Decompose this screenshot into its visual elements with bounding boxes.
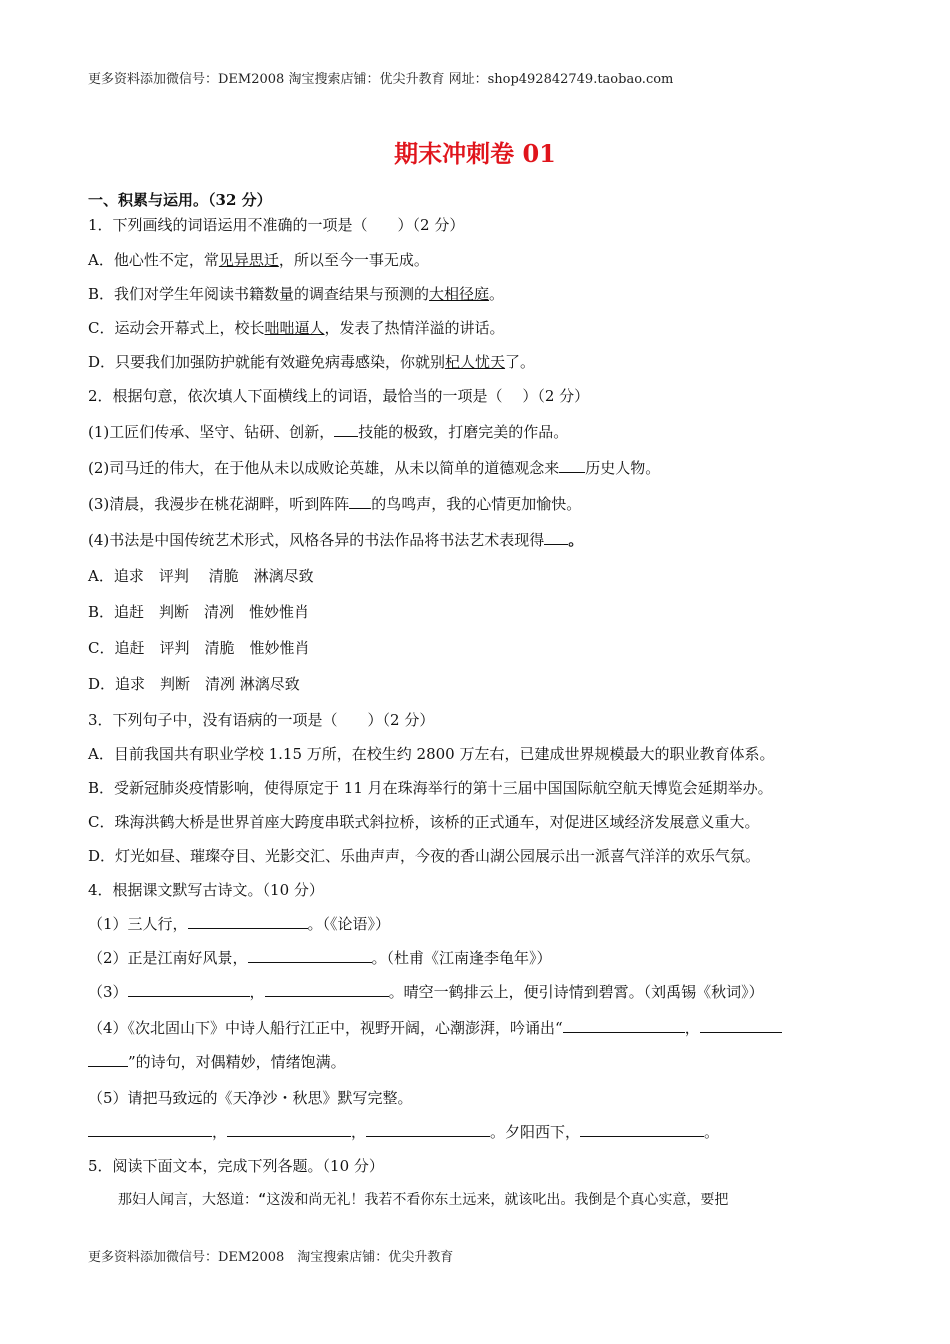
q2-sentence-3: (3)清晨，我漫步在桃花湖畔，听到阵阵 的鸟鸣声，我的心情更加愉快。 [88,495,582,513]
section-heading: 一、积累与运用。（32 分） [88,191,272,209]
q3-stem: 3．下列句子中，没有语病的一项是（ ）（2 分） [88,711,435,729]
q3-option-d: D．灯光如昼、璀璨夺目、光影交汇、乐曲声声，今夜的香山湖公园展示出一派喜气洋洋的欢乐气氛。 [88,847,761,865]
q4-item-2: （2）正是江南好风景， 。（杜甫《江南逢李龟年》） [88,949,552,967]
q2-option-a: A．追求 评判 清脆 淋漓尽致 [88,567,314,585]
q1-stem: 1．下列画线的词语运用不准确的一项是（ ）（2 分） [88,216,465,234]
q2-option-c: C．追赶 评判 清脆 惟妙惟肖 [88,639,310,657]
q1-option-a: A．他心性不定，常见异思迁，所以至今一事无成。 [88,251,429,269]
q3-option-c: C．珠海洪鹤大桥是世界首座大跨度串联式斜拉桥，该桥的正式通车，对促进区域经济发展意义重大。 [88,813,760,831]
q4-item-4-cont: ”的诗句，对偶精妙，情绪饱满。 [88,1052,346,1072]
q3-option-b: B．受新冠肺炎疫情影响，使得原定于 11 月在珠海举行的第十三届中国国际航空航天博览会延期举办。 [88,779,773,797]
q2-sentence-4: (4)书法是中国传统艺术形式，风格各异的书法作品将书法艺术表现得 。 [88,531,584,549]
q4-item-4: （4）《次北固山下》中诗人船行江正中，视野开阔，心潮澎湃，吟诵出“ ， [88,1018,782,1038]
page-title: 期末冲刺卷 01 [394,139,556,168]
q2-option-b: B．追赶 判断 清冽 惟妙惟肖 [88,603,310,621]
q3-option-a: A．目前我国共有职业学校 1.15 万所，在校生约 2800 万左右，已建成世界规模最大的职业教育体系。 [88,745,775,763]
q4-stem: 4．根据课文默写古诗文。（10 分） [88,881,324,899]
q1-option-b: B．我们对学生年阅读书籍数量的调查结果与预测的大相径庭。 [88,285,505,303]
q1-option-c: C．运动会开幕式上，校长咄咄逼人，发表了热情洋溢的讲话。 [88,319,505,337]
q1-option-d: D．只要我们加强防护就能有效避免病毒感染，你就别杞人忧天了。 [88,353,536,371]
q4-item-5: （5）请把马致远的《天净沙・秋思》默写完整。 [88,1089,413,1107]
q2-sentence-1: (1)工匠们传承、坚守、钻研、创新， 技能的极致，打磨完美的作品。 [88,423,569,441]
q4-item-3: （3） ， 。晴空一鹤排云上，便引诗情到碧霄。（刘禹锡《秋词》） [88,983,764,1001]
q2-sentence-2: (2)司马迁的伟大，在于他从未以成败论英雄，从未以简单的道德观念来 历史人物。 [88,459,661,477]
q2-stem: 2．根据句意，依次填人下面横线上的词语，最恰当的一项是（ ）（2 分） [88,387,590,405]
q5-passage: 那妇人闻言，大怒道：“这泼和尚无礼！我若不看你东土远来，就该叱出。我倒是个真心实意，要把 [118,1192,729,1208]
q4-item-5-blanks: ， ， 。夕阳西下， 。 [88,1122,719,1142]
page-header: 更多资料添加微信号：DEM2008 淘宝搜索店铺：优尖升教育 网址：shop492842749.taobao.com [88,72,674,87]
q4-item-1: （1）三人行， 。（《论语》） [88,915,391,933]
page-footer: 更多资料添加微信号：DEM2008 淘宝搜索店铺：优尖升教育 [88,1250,454,1265]
q5-stem: 5．阅读下面文本，完成下列各题。（10 分） [88,1157,384,1175]
q2-option-d: D．追求 判断 清冽 淋漓尽致 [88,675,300,693]
